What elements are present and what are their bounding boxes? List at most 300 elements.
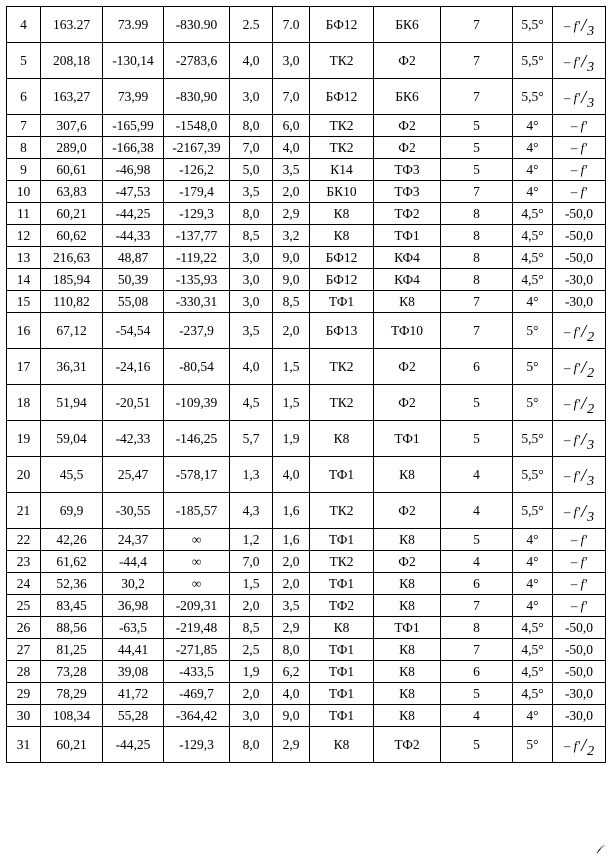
k-cell: 8 bbox=[441, 203, 513, 225]
focal-cell bbox=[553, 225, 606, 247]
r2-cell: 24,37 bbox=[103, 529, 164, 551]
glass2-cell: Ф2 bbox=[374, 137, 441, 159]
r2-cell: -24,16 bbox=[103, 349, 164, 385]
k-cell: 4 bbox=[441, 551, 513, 573]
focal-fraction bbox=[563, 735, 595, 759]
r2-cell: -63,5 bbox=[103, 617, 164, 639]
focal-fraction bbox=[563, 465, 595, 489]
r3-cell: -119,22 bbox=[164, 247, 230, 269]
d2-cell: 7,0 bbox=[273, 79, 310, 115]
k-cell: 7 bbox=[441, 291, 513, 313]
table-row bbox=[7, 43, 606, 79]
glass2-cell: ТФ3 bbox=[374, 159, 441, 181]
fraction-slash: / bbox=[581, 15, 587, 35]
row-number: 27 bbox=[7, 639, 41, 661]
angle-cell: 4° bbox=[513, 705, 553, 727]
k-cell: 4 bbox=[441, 705, 513, 727]
glass1-cell: БФ12 bbox=[310, 7, 374, 43]
k-cell: 7 bbox=[441, 181, 513, 203]
d1-cell: 1,9 bbox=[230, 661, 273, 683]
glass1-cell: ТК2 bbox=[310, 137, 374, 159]
glass2-cell: БК6 bbox=[374, 7, 441, 43]
focal-cell bbox=[553, 349, 606, 385]
glass1-cell: БК10 bbox=[310, 181, 374, 203]
glass1-cell: К8 bbox=[310, 203, 374, 225]
fraction-denominator: 2 bbox=[587, 366, 595, 381]
r2-cell: -46,98 bbox=[103, 159, 164, 181]
table-row bbox=[7, 181, 606, 203]
glass2-cell: Ф2 bbox=[374, 43, 441, 79]
table-row bbox=[7, 291, 606, 313]
glass2-cell: К8 bbox=[374, 639, 441, 661]
glass2-cell: ТФ3 bbox=[374, 181, 441, 203]
angle-cell: 5,5° bbox=[513, 421, 553, 457]
r1-cell: 60,62 bbox=[41, 225, 103, 247]
k-cell: 5 bbox=[441, 529, 513, 551]
r3-cell: -2783,6 bbox=[164, 43, 230, 79]
focal-cell bbox=[553, 595, 606, 617]
glass1-cell: ТФ1 bbox=[310, 639, 374, 661]
r3-cell: -209,31 bbox=[164, 595, 230, 617]
row-number: 22 bbox=[7, 529, 41, 551]
r1-cell: 63,83 bbox=[41, 181, 103, 203]
focal-cell bbox=[553, 7, 606, 43]
r1-cell: 60,61 bbox=[41, 159, 103, 181]
d1-cell: 8,5 bbox=[230, 225, 273, 247]
angle-cell: 4° bbox=[513, 181, 553, 203]
glass1-cell: К14 bbox=[310, 159, 374, 181]
table-row bbox=[7, 457, 606, 493]
angle-cell: 4,5° bbox=[513, 247, 553, 269]
angle-cell: 4,5° bbox=[513, 661, 553, 683]
r3-cell: -80,54 bbox=[164, 349, 230, 385]
r1-cell: 83,45 bbox=[41, 595, 103, 617]
r2-cell: 48,87 bbox=[103, 247, 164, 269]
k-cell: 5 bbox=[441, 137, 513, 159]
glass1-cell: БФ12 bbox=[310, 247, 374, 269]
row-number: 16 bbox=[7, 313, 41, 349]
glass1-cell: ТФ1 bbox=[310, 705, 374, 727]
table-row bbox=[7, 529, 606, 551]
fraction-numerator: – f' bbox=[563, 90, 581, 105]
r3-cell: -364,42 bbox=[164, 705, 230, 727]
r3-cell: -578,17 bbox=[164, 457, 230, 493]
k-cell: 7 bbox=[441, 7, 513, 43]
table-row bbox=[7, 727, 606, 763]
r1-cell: 216,63 bbox=[41, 247, 103, 269]
row-number: 4 bbox=[7, 7, 41, 43]
r1-cell: 88,56 bbox=[41, 617, 103, 639]
focal-value: – f' bbox=[570, 531, 588, 547]
fraction-slash: / bbox=[581, 357, 587, 377]
angle-cell: 5,5° bbox=[513, 79, 553, 115]
glass2-cell: К8 bbox=[374, 705, 441, 727]
d2-cell: 1,6 bbox=[273, 529, 310, 551]
d1-cell: 5,0 bbox=[230, 159, 273, 181]
row-number: 29 bbox=[7, 683, 41, 705]
focal-fraction bbox=[563, 429, 595, 453]
d2-cell: 3,2 bbox=[273, 225, 310, 247]
d2-cell: 4,0 bbox=[273, 457, 310, 493]
d2-cell: 4,0 bbox=[273, 137, 310, 159]
row-number: 9 bbox=[7, 159, 41, 181]
d2-cell: 2,0 bbox=[273, 313, 310, 349]
fraction-denominator: 3 bbox=[587, 474, 595, 489]
r3-cell: -1548,0 bbox=[164, 115, 230, 137]
d2-cell: 3,0 bbox=[273, 43, 310, 79]
d1-cell: 2,0 bbox=[230, 595, 273, 617]
focal-cell bbox=[553, 529, 606, 551]
table-row bbox=[7, 79, 606, 115]
glass2-cell: К8 bbox=[374, 683, 441, 705]
focal-fraction bbox=[563, 393, 595, 417]
d1-cell: 1,5 bbox=[230, 573, 273, 595]
focal-value: -30,0 bbox=[564, 707, 594, 723]
table-row bbox=[7, 159, 606, 181]
d2-cell: 2,9 bbox=[273, 617, 310, 639]
k-cell: 8 bbox=[441, 225, 513, 247]
d1-cell: 3,5 bbox=[230, 313, 273, 349]
r3-cell: -109,39 bbox=[164, 385, 230, 421]
d2-cell: 9,0 bbox=[273, 247, 310, 269]
row-number: 24 bbox=[7, 573, 41, 595]
fraction-numerator: – f' bbox=[563, 396, 581, 411]
d2-cell: 9,0 bbox=[273, 269, 310, 291]
k-cell: 4 bbox=[441, 493, 513, 529]
d2-cell: 2,0 bbox=[273, 551, 310, 573]
focal-cell bbox=[553, 313, 606, 349]
table-row bbox=[7, 247, 606, 269]
angle-cell: 5,5° bbox=[513, 457, 553, 493]
d1-cell: 8,0 bbox=[230, 203, 273, 225]
glass2-cell: КФ4 bbox=[374, 247, 441, 269]
d1-cell: 3,0 bbox=[230, 705, 273, 727]
fraction-slash: / bbox=[581, 501, 587, 521]
focal-value: – f' bbox=[570, 139, 588, 155]
table-row bbox=[7, 551, 606, 573]
fraction-numerator: – f' bbox=[563, 324, 581, 339]
r2-cell: -166,38 bbox=[103, 137, 164, 159]
glass2-cell: К8 bbox=[374, 457, 441, 493]
glass1-cell: ТФ1 bbox=[310, 291, 374, 313]
page-corner-mark: 𝒻 bbox=[597, 843, 602, 853]
r2-cell: 50,39 bbox=[103, 269, 164, 291]
table-row bbox=[7, 573, 606, 595]
row-number: 17 bbox=[7, 349, 41, 385]
r2-cell: -47,53 bbox=[103, 181, 164, 203]
fraction-numerator: – f' bbox=[563, 468, 581, 483]
d1-cell: 8,5 bbox=[230, 617, 273, 639]
k-cell: 6 bbox=[441, 661, 513, 683]
fraction-slash: / bbox=[581, 321, 587, 341]
fraction-numerator: – f' bbox=[563, 360, 581, 375]
angle-cell: 5,5° bbox=[513, 7, 553, 43]
fraction-denominator: 2 bbox=[587, 744, 595, 759]
d2-cell: 8,5 bbox=[273, 291, 310, 313]
r3-cell: -129,3 bbox=[164, 727, 230, 763]
angle-cell: 4° bbox=[513, 595, 553, 617]
fraction-numerator: – f' bbox=[563, 432, 581, 447]
k-cell: 5 bbox=[441, 385, 513, 421]
angle-cell: 4° bbox=[513, 137, 553, 159]
d2-cell: 6,2 bbox=[273, 661, 310, 683]
r3-cell: -830,90 bbox=[164, 79, 230, 115]
focal-cell bbox=[553, 683, 606, 705]
glass1-cell: БФ13 bbox=[310, 313, 374, 349]
focal-cell bbox=[553, 203, 606, 225]
r1-cell: 110,82 bbox=[41, 291, 103, 313]
d2-cell: 3,5 bbox=[273, 159, 310, 181]
fraction-denominator: 3 bbox=[587, 60, 595, 75]
focal-value: -50,0 bbox=[564, 663, 594, 679]
fraction-slash: / bbox=[581, 87, 587, 107]
r2-cell: 73.99 bbox=[103, 7, 164, 43]
d2-cell: 3,5 bbox=[273, 595, 310, 617]
r3-cell: -271,85 bbox=[164, 639, 230, 661]
table-row bbox=[7, 313, 606, 349]
table-row bbox=[7, 639, 606, 661]
fraction-denominator: 2 bbox=[587, 402, 595, 417]
k-cell: 6 bbox=[441, 349, 513, 385]
row-number: 21 bbox=[7, 493, 41, 529]
row-number: 18 bbox=[7, 385, 41, 421]
r2-cell: -42,33 bbox=[103, 421, 164, 457]
table-row bbox=[7, 7, 606, 43]
d1-cell: 3,0 bbox=[230, 79, 273, 115]
table-row bbox=[7, 137, 606, 159]
glass2-cell: БК6 bbox=[374, 79, 441, 115]
r2-cell: -54,54 bbox=[103, 313, 164, 349]
table-body bbox=[7, 7, 606, 763]
d1-cell: 1,2 bbox=[230, 529, 273, 551]
r2-cell: -130,14 bbox=[103, 43, 164, 79]
glass1-cell: ТФ1 bbox=[310, 573, 374, 595]
focal-value: – f' bbox=[570, 117, 588, 133]
r2-cell: 55,08 bbox=[103, 291, 164, 313]
r3-cell: -179,4 bbox=[164, 181, 230, 203]
angle-cell: 4,5° bbox=[513, 639, 553, 661]
r3-cell: -2167,39 bbox=[164, 137, 230, 159]
r1-cell: 185,94 bbox=[41, 269, 103, 291]
focal-cell bbox=[553, 159, 606, 181]
row-number: 11 bbox=[7, 203, 41, 225]
d2-cell: 7.0 bbox=[273, 7, 310, 43]
focal-cell bbox=[553, 115, 606, 137]
d1-cell: 8,0 bbox=[230, 115, 273, 137]
angle-cell: 4° bbox=[513, 551, 553, 573]
focal-cell bbox=[553, 551, 606, 573]
angle-cell: 4,5° bbox=[513, 225, 553, 247]
fraction-slash: / bbox=[581, 51, 587, 71]
lens-parameters-table bbox=[6, 6, 606, 763]
focal-value: – f' bbox=[570, 183, 588, 199]
focal-value: – f' bbox=[570, 553, 588, 569]
k-cell: 6 bbox=[441, 573, 513, 595]
r1-cell: 163,27 bbox=[41, 79, 103, 115]
glass1-cell: ТК2 bbox=[310, 493, 374, 529]
table-row bbox=[7, 385, 606, 421]
focal-cell bbox=[553, 269, 606, 291]
glass2-cell: Ф2 bbox=[374, 115, 441, 137]
fraction-numerator: – f' bbox=[563, 504, 581, 519]
r2-cell: -44,33 bbox=[103, 225, 164, 247]
focal-cell bbox=[553, 137, 606, 159]
focal-cell bbox=[553, 639, 606, 661]
angle-cell: 4° bbox=[513, 291, 553, 313]
r3-cell: -830.90 bbox=[164, 7, 230, 43]
glass1-cell: ТК2 bbox=[310, 43, 374, 79]
r1-cell: 67,12 bbox=[41, 313, 103, 349]
r1-cell: 59,04 bbox=[41, 421, 103, 457]
fraction-slash: / bbox=[581, 465, 587, 485]
row-number: 15 bbox=[7, 291, 41, 313]
focal-value: -50,0 bbox=[564, 227, 594, 243]
row-number: 12 bbox=[7, 225, 41, 247]
glass1-cell: ТФ1 bbox=[310, 529, 374, 551]
row-number: 25 bbox=[7, 595, 41, 617]
r3-cell: -137,77 bbox=[164, 225, 230, 247]
r2-cell: -30,55 bbox=[103, 493, 164, 529]
angle-cell: 5,5° bbox=[513, 493, 553, 529]
angle-cell: 4° bbox=[513, 159, 553, 181]
r3-cell: -126,2 bbox=[164, 159, 230, 181]
focal-value: – f' bbox=[570, 161, 588, 177]
glass1-cell: ТК2 bbox=[310, 115, 374, 137]
focal-fraction bbox=[563, 501, 595, 525]
glass1-cell: К8 bbox=[310, 617, 374, 639]
d1-cell: 2,5 bbox=[230, 639, 273, 661]
angle-cell: 5,5° bbox=[513, 43, 553, 79]
fraction-denominator: 3 bbox=[587, 96, 595, 111]
row-number: 13 bbox=[7, 247, 41, 269]
glass1-cell: К8 bbox=[310, 421, 374, 457]
fraction-slash: / bbox=[581, 429, 587, 449]
row-number: 26 bbox=[7, 617, 41, 639]
r3-cell: ∞ bbox=[164, 529, 230, 551]
k-cell: 5 bbox=[441, 727, 513, 763]
glass2-cell: Ф2 bbox=[374, 385, 441, 421]
r2-cell: -165,99 bbox=[103, 115, 164, 137]
angle-cell: 5° bbox=[513, 727, 553, 763]
r3-cell: -219,48 bbox=[164, 617, 230, 639]
d1-cell: 4,5 bbox=[230, 385, 273, 421]
table-row bbox=[7, 203, 606, 225]
glass2-cell: К8 bbox=[374, 573, 441, 595]
r1-cell: 208,18 bbox=[41, 43, 103, 79]
glass2-cell: ТФ2 bbox=[374, 727, 441, 763]
d1-cell: 7,0 bbox=[230, 551, 273, 573]
glass1-cell: БФ12 bbox=[310, 269, 374, 291]
focal-fraction bbox=[563, 321, 595, 345]
glass1-cell: ТК2 bbox=[310, 551, 374, 573]
glass2-cell: К8 bbox=[374, 661, 441, 683]
focal-value: -30,0 bbox=[564, 271, 594, 287]
angle-cell: 4° bbox=[513, 115, 553, 137]
glass2-cell: ТФ2 bbox=[374, 203, 441, 225]
r2-cell: -44,25 bbox=[103, 203, 164, 225]
r1-cell: 45,5 bbox=[41, 457, 103, 493]
glass1-cell: ТФ1 bbox=[310, 457, 374, 493]
focal-cell bbox=[553, 457, 606, 493]
focal-cell bbox=[553, 43, 606, 79]
d1-cell: 2.5 bbox=[230, 7, 273, 43]
r2-cell: 30,2 bbox=[103, 573, 164, 595]
d1-cell: 4,0 bbox=[230, 43, 273, 79]
k-cell: 5 bbox=[441, 421, 513, 457]
k-cell: 7 bbox=[441, 43, 513, 79]
d2-cell: 1,9 bbox=[273, 421, 310, 457]
focal-cell bbox=[553, 727, 606, 763]
fraction-denominator: 3 bbox=[587, 438, 595, 453]
focal-cell bbox=[553, 385, 606, 421]
r1-cell: 60,21 bbox=[41, 203, 103, 225]
fraction-numerator: – f' bbox=[563, 54, 581, 69]
angle-cell: 5° bbox=[513, 313, 553, 349]
d2-cell: 1,5 bbox=[273, 349, 310, 385]
d1-cell: 3,0 bbox=[230, 269, 273, 291]
focal-cell bbox=[553, 247, 606, 269]
glass2-cell: ТФ1 bbox=[374, 617, 441, 639]
r2-cell: -44,25 bbox=[103, 727, 164, 763]
d1-cell: 7,0 bbox=[230, 137, 273, 159]
glass1-cell: К8 bbox=[310, 727, 374, 763]
focal-value: -50,0 bbox=[564, 205, 594, 221]
r1-cell: 52,36 bbox=[41, 573, 103, 595]
k-cell: 5 bbox=[441, 115, 513, 137]
d2-cell: 4,0 bbox=[273, 683, 310, 705]
row-number: 14 bbox=[7, 269, 41, 291]
glass1-cell: К8 bbox=[310, 225, 374, 247]
r2-cell: -20,51 bbox=[103, 385, 164, 421]
r1-cell: 163.27 bbox=[41, 7, 103, 43]
focal-cell bbox=[553, 79, 606, 115]
table-row bbox=[7, 617, 606, 639]
fraction-numerator: – f' bbox=[563, 738, 581, 753]
table-row bbox=[7, 595, 606, 617]
d2-cell: 2,0 bbox=[273, 573, 310, 595]
focal-cell bbox=[553, 181, 606, 203]
k-cell: 7 bbox=[441, 595, 513, 617]
focal-cell bbox=[553, 705, 606, 727]
k-cell: 7 bbox=[441, 79, 513, 115]
glass2-cell: К8 bbox=[374, 529, 441, 551]
r1-cell: 289,0 bbox=[41, 137, 103, 159]
fraction-denominator: 3 bbox=[587, 24, 595, 39]
r1-cell: 73,28 bbox=[41, 661, 103, 683]
d2-cell: 1,6 bbox=[273, 493, 310, 529]
glass2-cell: Ф2 bbox=[374, 551, 441, 573]
row-number: 7 bbox=[7, 115, 41, 137]
k-cell: 7 bbox=[441, 639, 513, 661]
row-number: 5 bbox=[7, 43, 41, 79]
glass2-cell: КФ4 bbox=[374, 269, 441, 291]
r1-cell: 307,6 bbox=[41, 115, 103, 137]
r1-cell: 60,21 bbox=[41, 727, 103, 763]
d2-cell: 8,0 bbox=[273, 639, 310, 661]
r1-cell: 78,29 bbox=[41, 683, 103, 705]
r2-cell: 55,28 bbox=[103, 705, 164, 727]
k-cell: 8 bbox=[441, 247, 513, 269]
focal-fraction bbox=[563, 51, 595, 75]
focal-fraction bbox=[563, 357, 595, 381]
k-cell: 8 bbox=[441, 617, 513, 639]
glass2-cell: Ф2 bbox=[374, 493, 441, 529]
d2-cell: 2,0 bbox=[273, 181, 310, 203]
focal-cell bbox=[553, 573, 606, 595]
fraction-slash: / bbox=[581, 735, 587, 755]
r2-cell: -44,4 bbox=[103, 551, 164, 573]
table-row bbox=[7, 705, 606, 727]
